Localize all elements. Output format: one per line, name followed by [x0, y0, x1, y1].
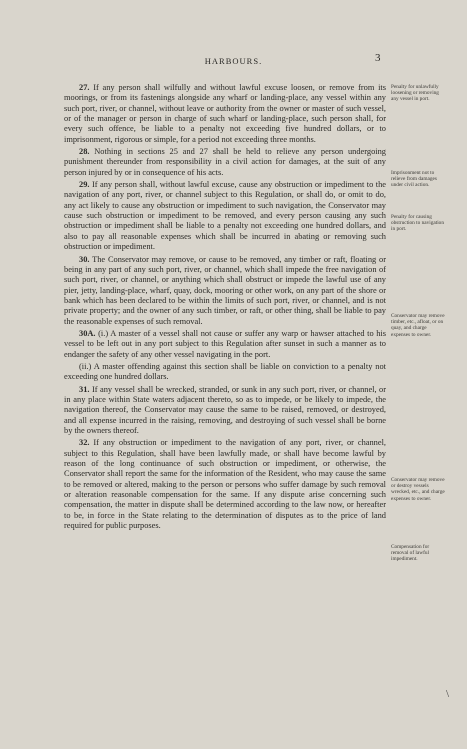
section-text: Nothing in sections 25 and 27 shall be held to relieve any person undergoing punishment thereunder from responsibility in a civil action for damages, at the suit of any person injured by or in consequence of his acts.: [64, 147, 386, 177]
margin-note-32: Compensation for removal of lawful impediment.: [391, 544, 430, 563]
section-number: 30A.: [79, 328, 96, 338]
running-header: HARBOURS.: [204, 56, 263, 66]
section-number: 31.: [79, 384, 90, 394]
section-28: [64, 147, 386, 178]
margin-note-30: Conservator may remove timber, etc., afloat, or on quay, and charge expenses to owner.: [391, 313, 445, 338]
section-31: [64, 385, 386, 437]
section-number: 28.: [79, 147, 90, 157]
section-27: [64, 83, 386, 145]
section-text: The Conservator may remove, or cause to be removed, any timber or raft, floating or being in any part of any such port, river, or channel, which shall impede the free navigation of such port, river, or channel, or anything which shall obstruct or impede the lawful use of any pier, jetty, landing-place, wharf, quay, dock, mooring or other work, on any part of the shore or bank which has been declared to be within the limits of such port, river, or channel, and is not private property; and the owner of any such timber, or raft, or other thing, shall be liable to pay the reasonable expenses of such removal.: [64, 254, 386, 326]
section-number: 29.: [79, 180, 90, 190]
section-number: 32.: [79, 438, 90, 448]
section-text: If any vessel shall be wrecked, stranded, or sunk in any such port, river, or channel, or in any place within State waters adjacent thereto, so as to impede, or be likely to impede, the navigation thereof, the Conservator may cause the same to be raised, removed, or destroyed, and all expense incurred in the raising, removing, and destroying of such vessel shall be borne by the owners thereof.: [64, 384, 387, 435]
section-text: (ii.) A master offending against this section shall be liable on conviction to a penalty not exceeding one hundred dollars.: [64, 361, 386, 382]
margin-note-31: Conservator may remove or destroy vessels wrecked, etc., and charge expenses to owner.: [391, 477, 445, 502]
corner-mark: \: [446, 688, 450, 700]
margin-note-29: Penalty for causing obstruction to navigation in port.: [391, 214, 444, 233]
page-number: 3: [375, 52, 381, 64]
section-30a: [64, 329, 386, 360]
section-29: [64, 180, 386, 252]
section-text: (i.) A master of a vessel shall not cause or suffer any warp or hawser attached to his vessel to be left out in any port subject to this Regulation after sunset in such a manner as to endanger the safety of any other vessel navigating in the port.: [64, 328, 386, 359]
section-text: If any obstruction or impediment to the navigation of any port, river, or channel, subject to this Regulation, shall have been lawfully made, or shall have become lawful by reason of the long continuance of such obstruction or impediment, or otherwise, the Conservator shall report the same for the information of the Resident, who may cause the same to be removed or altered, making to the person or persons who suffer damage by such removal or alteration reasonable compensation for the same. If any dispute arise concerning such compensation, the matter in dispute shall be determined according to the law now, or hereafter to be, in force in the State relating to the determination of disputes as to the price of land required for public purposes.: [64, 438, 386, 531]
section-30: [64, 255, 386, 327]
margin-note-28: Imprisonment not to relieve from damages under civil action.: [391, 170, 437, 189]
section-text: If any person shall, without lawful excuse, cause any obstruction or impediment to the navigation of any port, river, or channel subject to this Regulation, or shall do, or omit to do, any act likely to cause any obstruction or impediment to such navigation, the Conservator may cause such obstruction or impediment to be removed, and every person causing any such obstruction or impediment shall be liable to a penalty not exceeding one hundred dollars, and also to pay all reasonable expenses which shall be incurred in abating or removing such obstruction or impediment.: [64, 180, 386, 252]
section-32: [64, 438, 386, 531]
section-number: 30.: [79, 254, 90, 264]
section-text: If any person shall wilfully and without lawful excuse loosen, or remove from its moorings, or from its fastenings alongside any wharf or landing-place, any vessel within any such port, river, or channel, without leave or authority from the owner or master of such vessel, or of the manager or person in charge of such wharf or landing-place, such person shall, for every such offence, be liable to a penalty not exceeding five hundred dollars, or to imprisonment, rigorous or simple, for a period not exceeding three months.: [64, 83, 387, 144]
margin-note-27: Penalty for unlawfully loosening or removing any vessel in port.: [391, 84, 439, 103]
section-30a-ii: [64, 362, 386, 383]
body-text: [64, 83, 386, 533]
section-number: 27.: [79, 83, 90, 92]
